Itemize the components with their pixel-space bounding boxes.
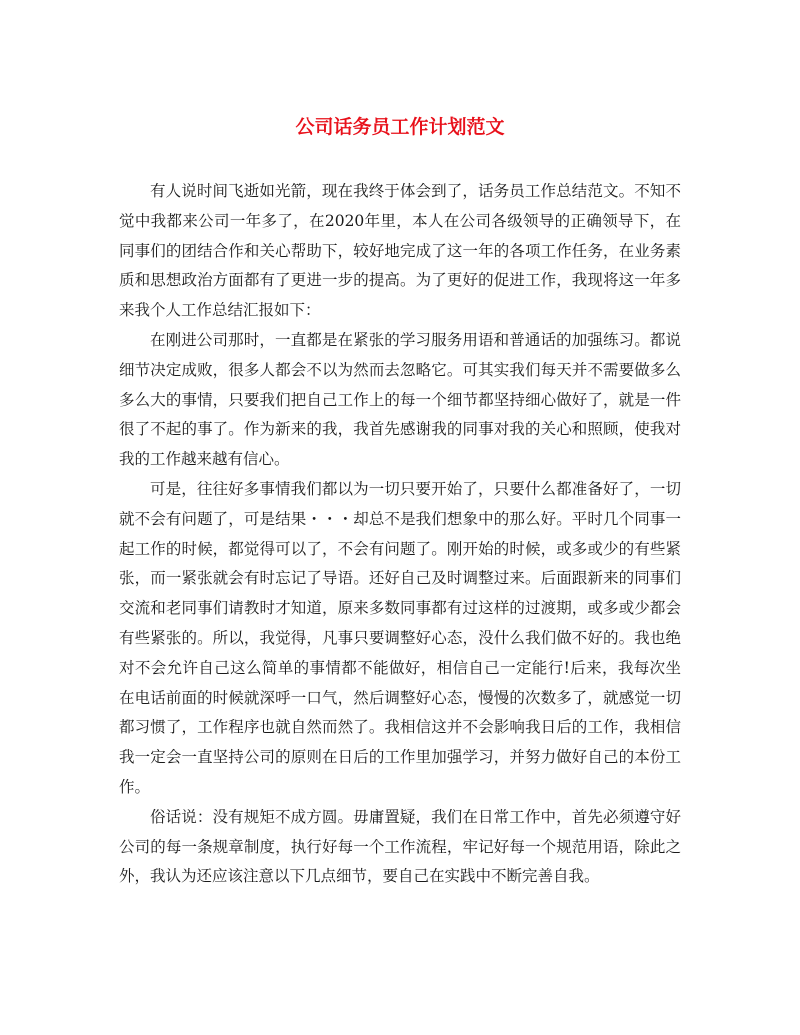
paragraph-2: 在刚进公司那时，一直都是在紧张的学习服务用语和普通话的加强练习。都说细节决定成败，很多人都会不以为然而去忽略它。可其实我们每天并不需要做多么多么大的事情，只要我们把自己工作上的每一个细节都坚持细心做好了，就是一件很了不起的事了。作为新来的我，我首先感谢我的同事对我的关心和照顾，使我对我的工作越来越有信心。 (119, 330, 681, 469)
paragraph-4: 俗话说：没有规矩不成方圆。毋庸置疑，我们在日常工作中，首先必须遵守好公司的每一条规章制度，执行好每一个工作流程，牢记好每一个规范用语，除此之外，我认为还应该注意以下几点细节，要自己在实践中不断完善自我。 (119, 807, 681, 886)
document-title: 公司话务员工作计划范文 (295, 116, 505, 138)
paragraph-3: 可是，往往好多事情我们都以为一切只要开始了，只要什么都准备好了，一切就不会有问题了，可是结果・・・却总不是我们想象中的那么好。平时几个同事一起工作的时候，都觉得可以了，不会有问题了。刚开始的时候，或多或少的有些紧张，而一紧张就会有时忘记了导语。还好自己及时调整过来。后面跟新来的同事们交流和老同事们请教时才知道，原来多数同事都有过这样的过渡期，或多或少都会有些紧张的。所以，我觉得，凡事只要调整好心态，没什么我们做不好的。我也绝对不会允许自己这么简单的事情都不能做好，相信自己一定能行!后来，我每次坐在电话前面的时候就深呼一口气，然后调整好心态，慢慢的次数多了，就感觉一切都习惯了，工作程序也就自然而然了。我相信这并不会影响我日后的工作，我相信我一定会一直坚持公司的原则在日后的工作里加强学习，并努力做好自己的本份工作。 (119, 479, 681, 796)
document-body (119, 177, 681, 892)
paragraph-1: 有人说时间飞逝如光箭，现在我终于体会到了，话务员工作总结范文。不知不觉中我都来公司一年多了，在2020年里，本人在公司各级领导的正确领导下，在同事们的团结合作和关心帮助下，较好地完成了这一年的各项工作任务，在业务素质和思想政治方面都有了更进一步的提高。为了更好的促进工作，我现将这一年多来我个人工作总结汇报如下： (119, 182, 681, 320)
